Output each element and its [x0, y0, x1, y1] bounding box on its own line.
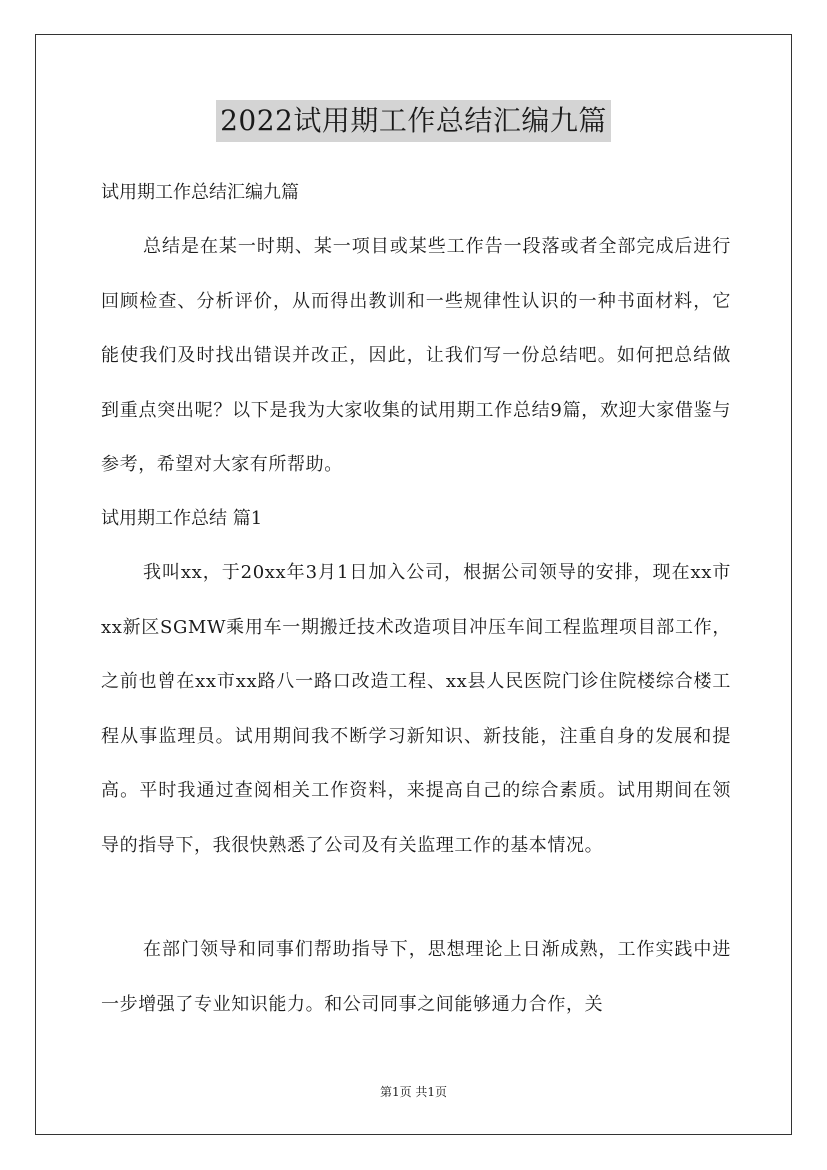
body-paragraph: 我叫xx，于20xx年3月1日加入公司，根据公司领导的安排，现在xx市xx新区SGMW乘用车一期搬迁技术改造项目冲压车间工程监理项目部工作，之前也曾在xx市xx路八一路口改造工程、xx县人民医院门诊住院楼综合楼工程从事监理员。试用期间我不断学习新知识、新技能，注重自身的发展和提高。平时我通过查阅相关工作资料，来提高自己的综合素质。试用期间在领导的指导下，我很快熟悉了公司及有关监理工作的基本情况。 [101, 562, 731, 856]
intro-paragraph: 总结是在某一时期、某一项目或某些工作告一段落或者全部完成后进行回顾检查、分析评价，从而得出教训和一些规律性认识的一种书面材料，它能使我们及时找出错误并改正，因此，让我们写一份总结吧。如何把总结做到重点突出呢？以下是我为大家收集的试用期工作总结9篇，欢迎大家借鉴与参考，希望对大家有所帮助。 [101, 236, 731, 475]
title-container [0, 100, 827, 142]
document-subtitle: 试用期工作总结汇编九篇 [101, 182, 299, 203]
body-paragraph: 在部门领导和同事们帮助指导下，思想理论上日渐成熟，工作实践中进一步增强了专业知识能力。和公司同事之间能够通力合作，关 [101, 939, 731, 1015]
document-title: 2022试用期工作总结汇编九篇 [216, 100, 611, 142]
section-heading: 试用期工作总结 篇1 [101, 508, 263, 529]
page-footer: 第1页 共1页 [379, 1085, 448, 1099]
